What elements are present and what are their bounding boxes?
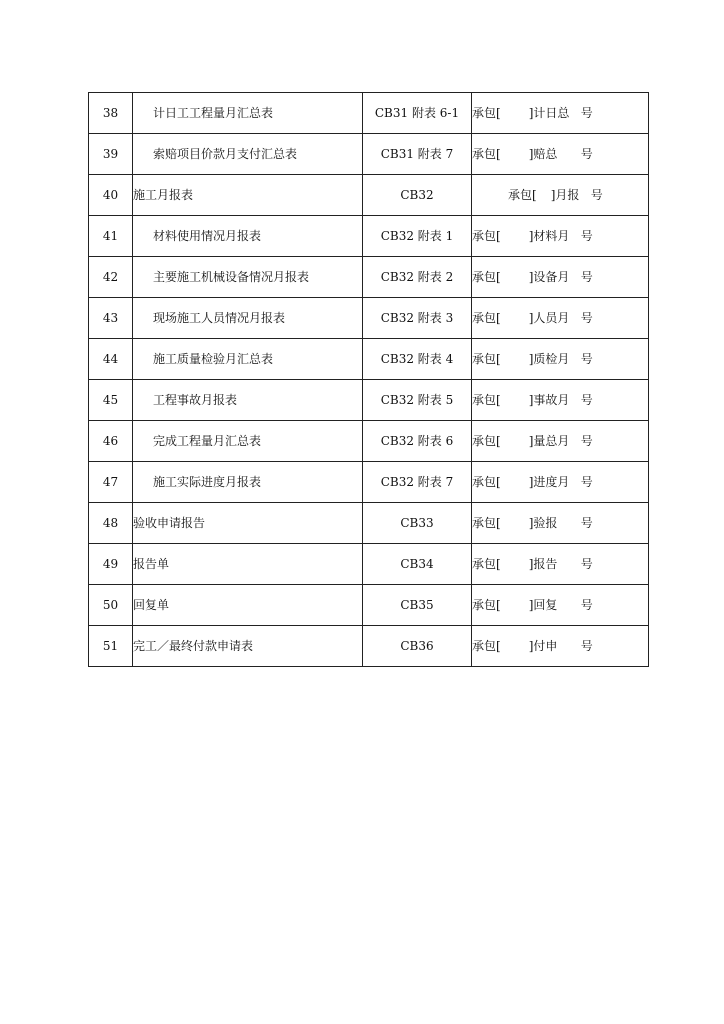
form-code: CB32 附表 4	[363, 339, 472, 380]
document-number-template	[472, 257, 649, 298]
form-title: 施工月报表	[133, 175, 363, 216]
form-code: CB36	[363, 626, 472, 667]
form-title: 完成工程量月汇总表	[133, 421, 363, 462]
row-number: 51	[89, 626, 133, 667]
row-number: 43	[89, 298, 133, 339]
code-category: ]回复	[528, 598, 558, 612]
table-row	[89, 93, 649, 134]
table-row	[89, 175, 649, 216]
form-title: 验收申请报告	[133, 503, 363, 544]
document-number-template	[472, 626, 649, 667]
form-title: 现场施工人员情况月报表	[133, 298, 363, 339]
table-row	[89, 298, 649, 339]
code-prefix: 承包[	[472, 106, 501, 120]
code-category: ]报告	[528, 557, 558, 571]
document-number-template	[472, 298, 649, 339]
form-code: CB32 附表 2	[363, 257, 472, 298]
form-title: 施工质量检验月汇总表	[133, 339, 363, 380]
code-prefix: 承包[	[472, 475, 501, 489]
code-suffix: 号	[580, 598, 593, 612]
document-number-template	[472, 134, 649, 175]
table-row	[89, 462, 649, 503]
form-code: CB32	[363, 175, 472, 216]
table-row	[89, 134, 649, 175]
document-number-template	[472, 462, 649, 503]
code-prefix: 承包[	[508, 188, 537, 202]
form-title: 工程事故月报表	[133, 380, 363, 421]
row-number: 49	[89, 544, 133, 585]
code-suffix: 号	[580, 393, 593, 407]
form-code: CB31 附表 7	[363, 134, 472, 175]
code-prefix: 承包[	[472, 639, 501, 653]
form-title: 报告单	[133, 544, 363, 585]
form-code: CB32 附表 7	[363, 462, 472, 503]
form-code: CB31 附表 6-1	[363, 93, 472, 134]
table-row	[89, 503, 649, 544]
code-category: ]质检月	[528, 352, 570, 366]
row-number: 38	[89, 93, 133, 134]
code-prefix: 承包[	[472, 352, 501, 366]
code-prefix: 承包[	[472, 311, 501, 325]
code-category: ]材料月	[528, 229, 570, 243]
form-code: CB33	[363, 503, 472, 544]
document-number-template	[472, 339, 649, 380]
table-row	[89, 339, 649, 380]
code-prefix: 承包[	[472, 557, 501, 571]
row-number: 39	[89, 134, 133, 175]
form-title: 索赔项目价款月支付汇总表	[133, 134, 363, 175]
row-number: 47	[89, 462, 133, 503]
code-prefix: 承包[	[472, 516, 501, 530]
code-category: ]设备月	[528, 270, 570, 284]
code-prefix: 承包[	[472, 270, 501, 284]
form-code: CB32 附表 3	[363, 298, 472, 339]
table-row	[89, 257, 649, 298]
code-suffix: 号	[590, 188, 603, 202]
code-category: ]量总月	[528, 434, 570, 448]
document-number-template	[472, 503, 649, 544]
code-suffix: 号	[580, 434, 593, 448]
table-row	[89, 380, 649, 421]
table-row	[89, 585, 649, 626]
form-index-table	[88, 92, 649, 667]
document-number-template	[472, 585, 649, 626]
table-row	[89, 544, 649, 585]
table-row	[89, 216, 649, 257]
code-prefix: 承包[	[472, 598, 501, 612]
code-prefix: 承包[	[472, 434, 501, 448]
code-suffix: 号	[580, 639, 593, 653]
form-code: CB32 附表 1	[363, 216, 472, 257]
form-code: CB35	[363, 585, 472, 626]
code-category: ]付申	[528, 639, 558, 653]
row-number: 48	[89, 503, 133, 544]
code-suffix: 号	[580, 516, 593, 530]
row-number: 42	[89, 257, 133, 298]
row-number: 41	[89, 216, 133, 257]
code-category: ]进度月	[528, 475, 570, 489]
code-suffix: 号	[580, 229, 593, 243]
code-prefix: 承包[	[472, 147, 501, 161]
code-suffix: 号	[580, 352, 593, 366]
code-category: ]计日总	[528, 106, 570, 120]
form-title: 材料使用情况月报表	[133, 216, 363, 257]
row-number: 44	[89, 339, 133, 380]
document-number-template	[472, 216, 649, 257]
code-category: ]事故月	[528, 393, 570, 407]
code-category: ]验报	[528, 516, 558, 530]
table-row	[89, 626, 649, 667]
form-code: CB34	[363, 544, 472, 585]
document-number-template	[472, 175, 649, 216]
code-suffix: 号	[580, 147, 593, 161]
code-prefix: 承包[	[472, 229, 501, 243]
document-number-template	[472, 421, 649, 462]
code-category: ]人员月	[528, 311, 570, 325]
form-title: 完工／最终付款申请表	[133, 626, 363, 667]
form-title: 主要施工机械设备情况月报表	[133, 257, 363, 298]
row-number: 46	[89, 421, 133, 462]
form-code: CB32 附表 6	[363, 421, 472, 462]
form-title: 回复单	[133, 585, 363, 626]
document-number-template	[472, 93, 649, 134]
code-suffix: 号	[580, 106, 593, 120]
table-row	[89, 421, 649, 462]
code-prefix: 承包[	[472, 393, 501, 407]
code-suffix: 号	[580, 475, 593, 489]
code-category: ]月报	[550, 188, 580, 202]
row-number: 40	[89, 175, 133, 216]
code-suffix: 号	[580, 557, 593, 571]
row-number: 50	[89, 585, 133, 626]
form-title: 计日工工程量月汇总表	[133, 93, 363, 134]
document-number-template	[472, 544, 649, 585]
code-suffix: 号	[580, 270, 593, 284]
code-suffix: 号	[580, 311, 593, 325]
document-number-template	[472, 380, 649, 421]
form-title: 施工实际进度月报表	[133, 462, 363, 503]
row-number: 45	[89, 380, 133, 421]
code-category: ]赔总	[528, 147, 558, 161]
form-code: CB32 附表 5	[363, 380, 472, 421]
